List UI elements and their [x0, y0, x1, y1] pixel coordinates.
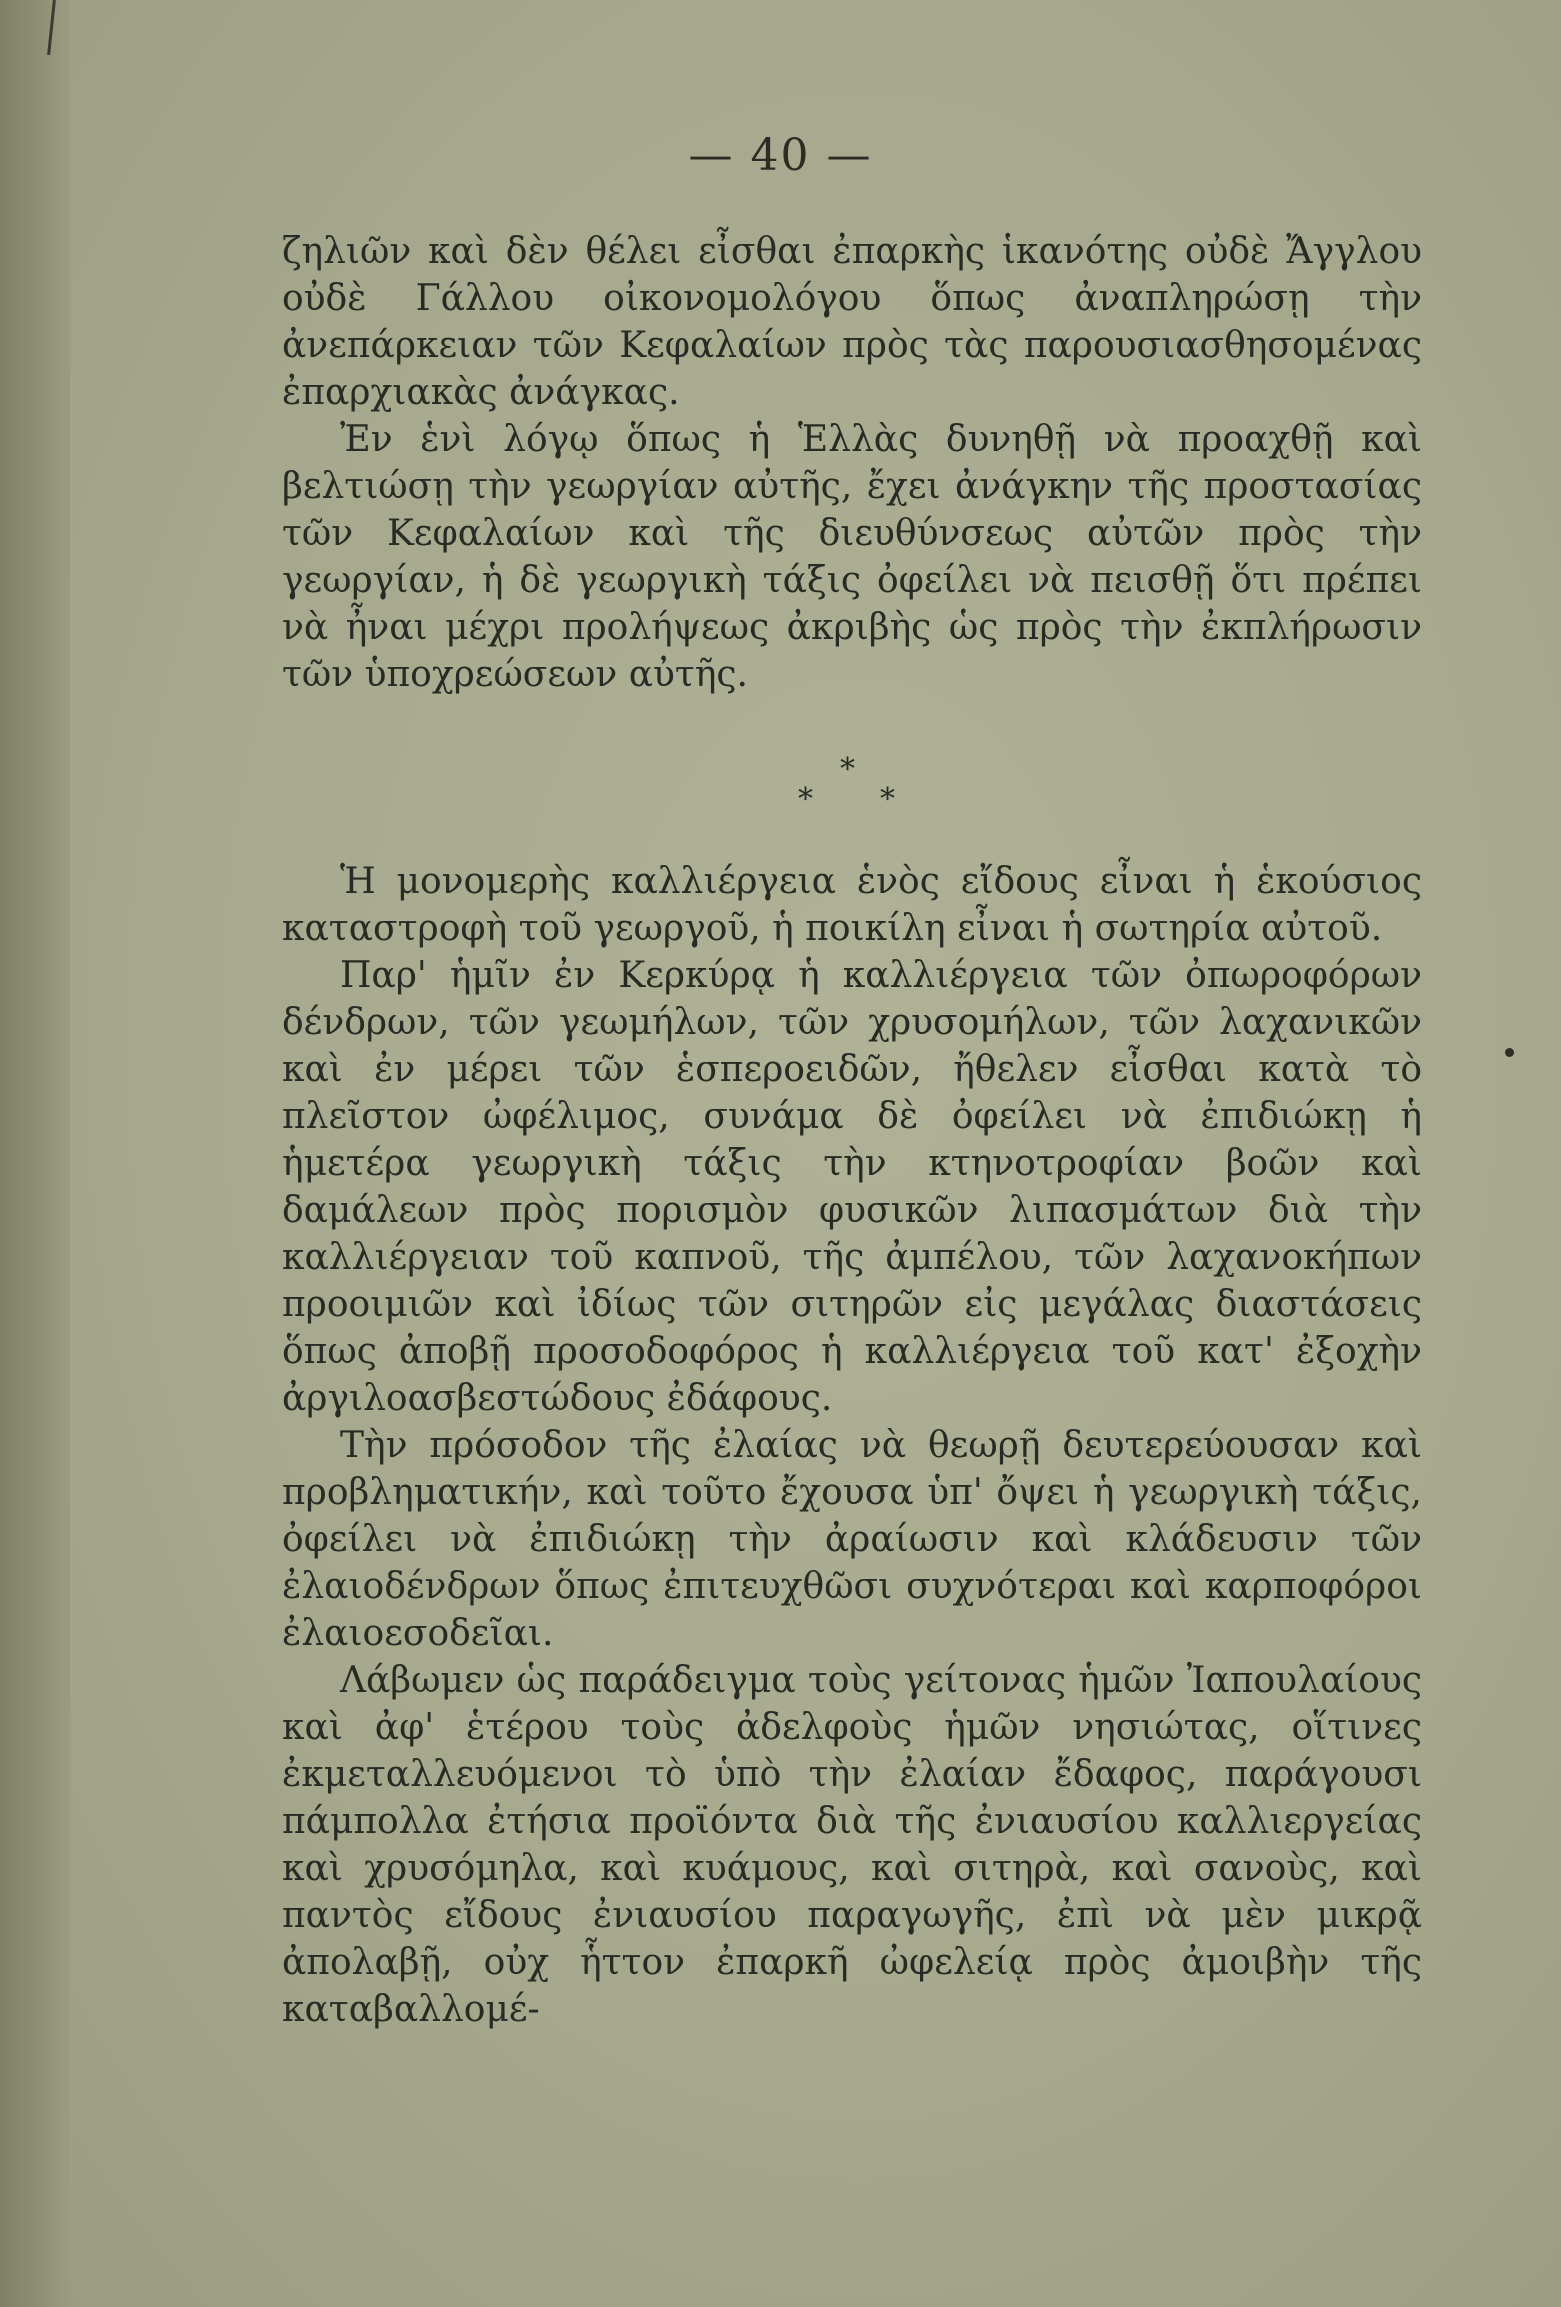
ink-spot	[1505, 1048, 1514, 1057]
paragraph-6: Λάβωμεν ὡς παράδειγμα τοὺς γείτονας ἡμῶν Ἰαπουλαίους καὶ ἀφ' ἑτέρου τοὺς ἀδελφοὺς ἡμῶν νησιώτας, οἵτινες ἐκμεταλλευόμενοι τὸ ὑπὸ τὴν ἐλαίαν ἔδαφος, παράγουσι πάμπολλα ἐτήσια προϊόντα διὰ τῆς ἐνιαυσίου καλλιεργείας καὶ χρυσόμηλα, καὶ κυάμους, καὶ σιτηρὰ, καὶ σανοὺς, καὶ παντὸς εἴδους ἐνιαυσίου παραγωγῆς, ἐπὶ νὰ μὲν μικρᾷ ἀπολαβῇ, οὐχ ἧττον ἐπαρκῆ ὠφελείᾳ πρὸς ἀμοιβὴν τῆς καταβαλλομέ-	[282, 1660, 1422, 2030]
paragraph-1: ζηλιῶν καὶ δὲν θέλει εἶσθαι ἐπαρκὴς ἱκανότης οὐδὲ Ἄγγλου οὐδὲ Γάλλου οἰκονομολόγου ὅπως ἀναπληρώσῃ τὴν ἀνεπάρκειαν τῶν Κεφαλαίων πρὸς τὰς παρουσιασθησομένας ἐπαρχιακὰς ἀνάγκας.	[282, 231, 1422, 413]
page-number: — 40 —	[688, 130, 873, 181]
text-block-bottom	[282, 858, 1422, 2033]
asterism-star-right: *	[880, 782, 895, 817]
paragraph-3: Ἡ μονομερὴς καλλιέργεια ἑνὸς εἴδους εἶναι ἡ ἑκούσιος καταστροφὴ τοῦ γεωργοῦ, ἡ ποικίλη εἶναι ἡ σωτηρία αὐτοῦ.	[282, 861, 1422, 949]
asterism-star-top: *	[840, 752, 855, 787]
paragraph-2: Ἐν ἑνὶ λόγῳ ὅπως ἡ Ἑλλὰς δυνηθῇ νὰ προαχθῇ καὶ βελτιώσῃ τὴν γεωργίαν αὐτῆς, ἔχει ἀνάγκην τῆς προστασίας τῶν Κεφαλαίων καὶ τῆς διευθύνσεως αὐτῶν πρὸς τὴν γεωργίαν, ἡ δὲ γεωργικὴ τάξις ὀφείλει νὰ πεισθῇ ὅτι πρέπει νὰ ἦναι μέχρι προλήψεως ἀκριβὴς ὡς πρὸς τὴν ἐκπλήρωσιν τῶν ὑποχρεώσεων αὐτῆς.	[282, 419, 1422, 695]
paragraph-5: Τὴν πρόσοδον τῆς ἐλαίας νὰ θεωρῇ δευτερεύουσαν καὶ προβληματικήν, καὶ τοῦτο ἔχουσα ὑπ' ὄψει ἡ γεωργικὴ τάξις, ὀφείλει νὰ ἐπιδιώκῃ τὴν ἀραίωσιν καὶ κλάδευσιν τῶν ἐλαιοδένδρων ὅπως ἐπιτευχθῶσι συχνότεραι καὶ καρποφόροι ἐλαιοεσοδεῖαι.	[282, 1425, 1422, 1654]
paragraph-4: Παρ' ἡμῖν ἐν Κερκύρᾳ ἡ καλλιέργεια τῶν ὀπωροφόρων δένδρων, τῶν γεωμήλων, τῶν χρυσομήλων, τῶν λαχανικῶν καὶ ἐν μέρει τῶν ἑσπεροειδῶν, ἤθελεν εἶσθαι κατὰ τὸ πλεῖστον ὠφέλιμος, συνάμα δὲ ὀφείλει νὰ ἐπιδιώκῃ ἡ ἡμετέρα γεωργικὴ τάξις τὴν κτηνοτροφίαν βοῶν καὶ δαμάλεων πρὸς πορισμὸν φυσικῶν λιπασμάτων διὰ τὴν καλλιέργειαν τοῦ καπνοῦ, τῆς ἀμπέλου, τῶν λαχανοκήπων προοιμιῶν καὶ ἰδίως τῶν σιτηρῶν εἰς μεγάλας διαστάσεις ὅπως ἀποβῇ προσοδοφόρος ἡ καλλιέργεια τοῦ κατ' ἐξοχὴν ἀργιλοασβεστώδους ἐδάφους.	[282, 955, 1422, 1419]
page-gutter-shadow	[0, 0, 70, 2307]
section-break-asterism	[0, 752, 1561, 822]
text-block-top	[282, 228, 1422, 698]
asterism-star-left: *	[798, 782, 813, 817]
